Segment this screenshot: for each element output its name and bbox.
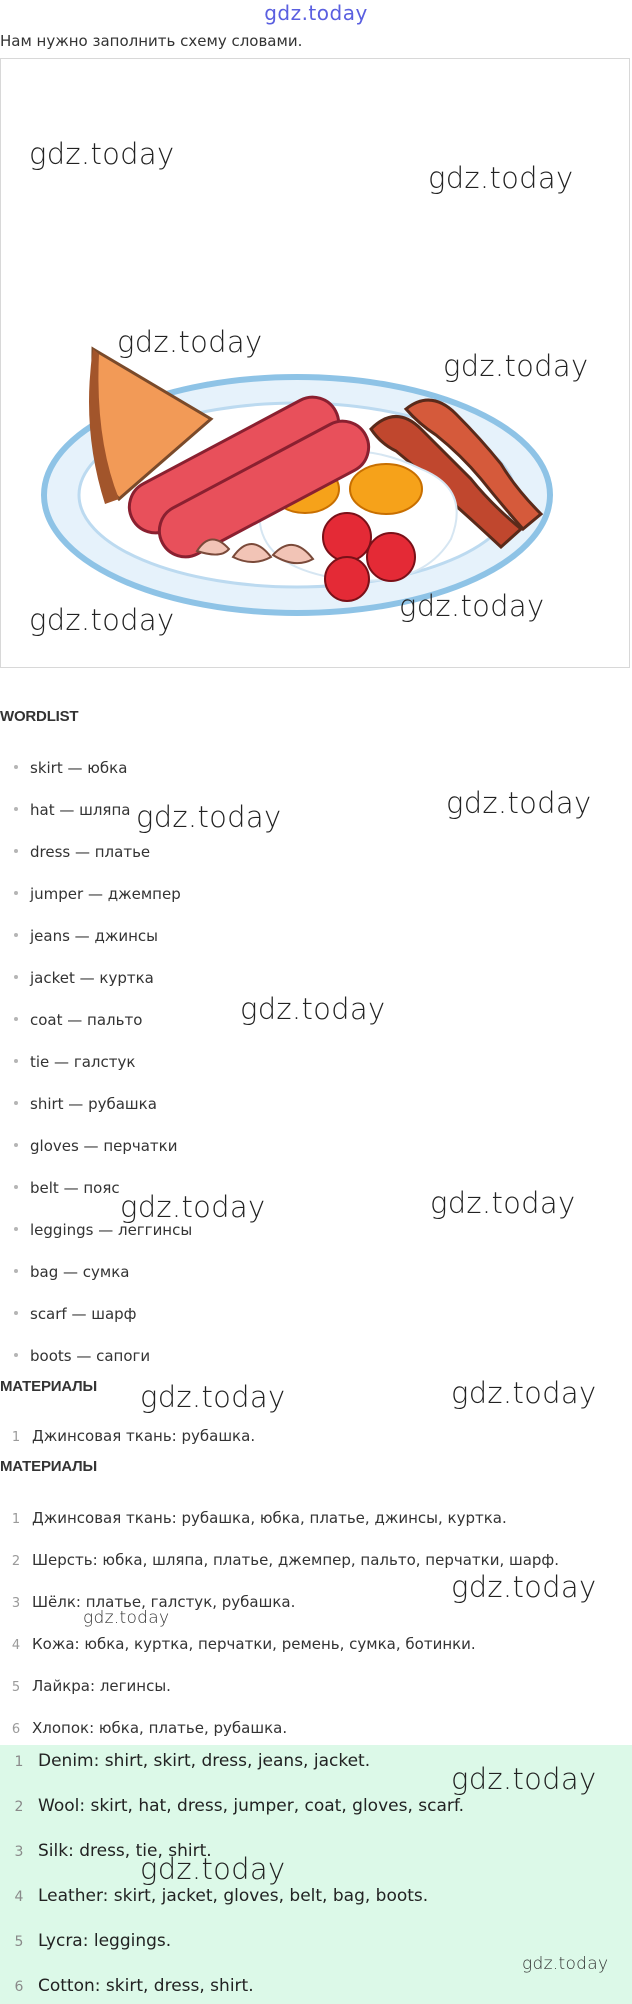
- wordlist-item: shirt — рубашка: [0, 1094, 157, 1114]
- wordlist-item: jumper — джемпер: [0, 884, 181, 904]
- materials-item: 3 Шёлк: платье, галстук, рубашка.: [11, 1593, 296, 1611]
- materials-item: 4 Кожа: юбка, куртка, перчатки, ремень, сумка, ботинки.: [11, 1635, 476, 1653]
- page-watermark: gdz.today: [451, 1570, 597, 1604]
- image-watermark: gdz.today: [29, 603, 175, 637]
- page-watermark: gdz.today: [140, 1380, 286, 1414]
- materials-item: 1 Джинсовая ткань: рубашка, юбка, платье, джинсы, куртка.: [11, 1509, 507, 1527]
- wordlist-item: hat — шляпа: [0, 800, 130, 820]
- page-watermark: gdz.today: [430, 1186, 576, 1220]
- english-item: 3 Silk: dress, tie, shirt.: [14, 1841, 212, 1861]
- wordlist-item: leggings — леггинсы: [0, 1220, 192, 1240]
- page-watermark: gdz.today: [522, 1954, 609, 1974]
- materials-item: 2 Шерсть: юбка, шляпа, платье, джемпер, пальто, перчатки, шарф.: [11, 1551, 560, 1569]
- intro-text: Нам нужно заполнить схему словами.: [0, 32, 303, 50]
- image-watermark: gdz.today: [428, 161, 574, 195]
- wordlist-item: tie — галстук: [0, 1052, 135, 1072]
- wordlist-item: jeans — джинсы: [0, 926, 158, 946]
- wordlist-item: scarf — шарф: [0, 1304, 137, 1324]
- wordlist-item: dress — платье: [0, 842, 150, 862]
- english-item: 2 Wool: skirt, hat, dress, jumper, coat, gloves, scarf.: [14, 1796, 465, 1816]
- page-watermark: gdz.today: [446, 786, 592, 820]
- wordlist-item: bag — сумка: [0, 1262, 129, 1282]
- page-watermark: gdz.today: [451, 1376, 597, 1410]
- wordlist-heading: WORDLIST: [0, 708, 79, 725]
- english-item: 5 Lycra: leggings.: [14, 1931, 172, 1951]
- materials-item: 1 Джинсовая ткань: рубашка.: [11, 1427, 256, 1445]
- materials-item: 6 Хлопок: юбка, платье, рубашка.: [11, 1719, 288, 1737]
- page-watermark: gdz.today: [240, 992, 386, 1026]
- image-watermark: gdz.today: [443, 349, 589, 383]
- english-item: 6 Cotton: skirt, dress, shirt.: [14, 1976, 254, 1996]
- materials-heading: МАТЕРИАЛЫ: [0, 1378, 97, 1395]
- site-logo[interactable]: gdz.today: [264, 1, 368, 25]
- page-watermark: gdz.today: [140, 1852, 286, 1886]
- materials-heading: МАТЕРИАЛЫ: [0, 1458, 97, 1475]
- image-watermark: gdz.today: [29, 137, 175, 171]
- image-watermark: gdz.today: [399, 589, 545, 623]
- image-watermark: gdz.today: [117, 325, 263, 359]
- wordlist-item: skirt — юбка: [0, 758, 127, 778]
- breakfast-illustration: [0, 58, 630, 668]
- english-item: 4 Leather: skirt, jacket, gloves, belt, bag, boots.: [14, 1886, 429, 1906]
- page-watermark: gdz.today: [451, 1762, 597, 1796]
- english-item: 1 Denim: shirt, skirt, dress, jeans, jacket.: [14, 1751, 371, 1771]
- wordlist-item: gloves — перчатки: [0, 1136, 177, 1156]
- page-watermark: gdz.today: [136, 800, 282, 834]
- wordlist-item: belt — пояс: [0, 1178, 120, 1198]
- wordlist-item: jacket — куртка: [0, 968, 154, 988]
- page-watermark: gdz.today: [83, 1608, 170, 1628]
- wordlist-item: coat — пальто: [0, 1010, 142, 1030]
- wordlist-item: boots — сапоги: [0, 1346, 150, 1366]
- materials-item: 5 Лайкра: легинсы.: [11, 1677, 171, 1695]
- page-watermark: gdz.today: [120, 1190, 266, 1224]
